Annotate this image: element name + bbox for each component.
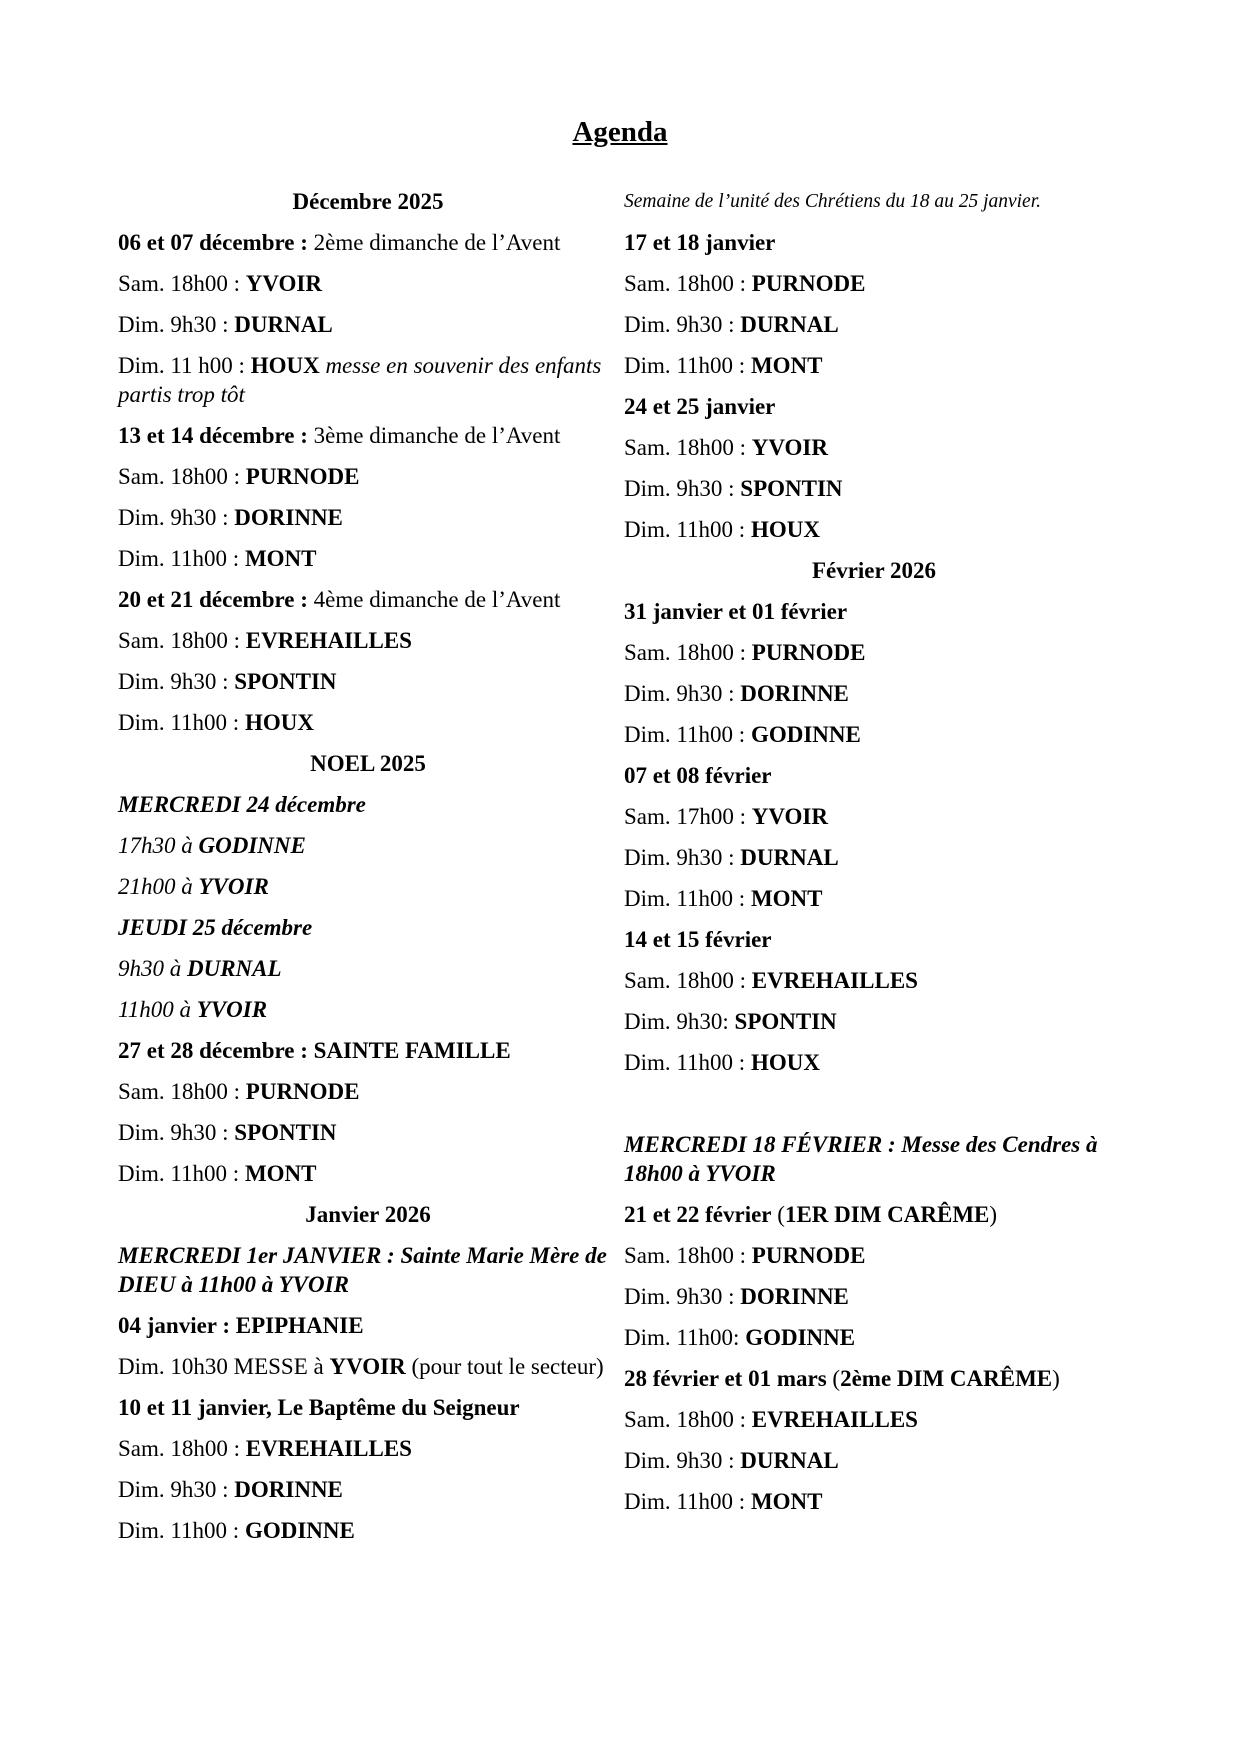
agenda-line (624, 843, 1124, 872)
line-text: 9h30 à (118, 956, 187, 981)
line-text: Dim. 9h30 : (118, 669, 235, 694)
line-text: 17h30 à (118, 833, 199, 858)
agenda-line (624, 1446, 1124, 1475)
agenda-line (118, 462, 618, 491)
agenda-line (624, 720, 1124, 749)
spacer (624, 1089, 1124, 1118)
line-text: DURNAL (187, 956, 282, 981)
agenda-line (624, 1282, 1124, 1311)
line-text: 07 et 08 février (624, 763, 772, 788)
line-text: Sam. 18h00 : (624, 1407, 752, 1432)
agenda-line (624, 1130, 1124, 1188)
line-text: Dim. 9h30 : (624, 1448, 741, 1473)
agenda-line (624, 351, 1124, 380)
line-text: Dim. 11h00 : (624, 353, 751, 378)
line-text: MERCREDI 18 FÉVRIER : Messe des Cendres à 18h00 à YVOIR (624, 1132, 1098, 1186)
line-text: Sam. 17h00 : (624, 804, 752, 829)
line-text: GODINNE (244, 1518, 355, 1543)
agenda-line (118, 790, 618, 819)
agenda-line (624, 679, 1124, 708)
line-text: MONT (244, 546, 317, 571)
line-text: PURNODE (751, 271, 866, 296)
agenda-line (118, 626, 618, 655)
agenda-line (118, 954, 618, 983)
agenda-line (118, 667, 618, 696)
agenda-line (624, 925, 1124, 954)
line-text: 11h00 à (118, 997, 197, 1022)
line-text: DURNAL (234, 312, 333, 337)
agenda-line (118, 995, 618, 1024)
agenda-line (624, 1007, 1124, 1036)
line-text: Sam. 18h00 : (624, 968, 752, 993)
line-text: PURNODE (245, 1079, 360, 1104)
line-text: MONT (244, 1161, 317, 1186)
agenda-line (624, 310, 1124, 339)
page-title: Agenda (572, 116, 668, 148)
line-text: DORINNE (740, 681, 849, 706)
line-text: 04 janvier : EPIPHANIE (118, 1313, 364, 1338)
agenda-line (624, 1323, 1124, 1352)
line-text: ) (1052, 1366, 1060, 1391)
line-text: Dim. 9h30 : (624, 1284, 741, 1309)
agenda-line (118, 913, 618, 942)
agenda-line (624, 515, 1124, 544)
agenda-line (624, 1200, 1124, 1229)
agenda-line (624, 1364, 1124, 1393)
line-text: 20 et 21 décembre : (118, 587, 314, 612)
line-text: 06 et 07 décembre : (118, 230, 314, 255)
agenda-line (118, 1118, 618, 1147)
line-text: Dim. 10h30 MESSE à (118, 1354, 330, 1379)
agenda-line (624, 1048, 1124, 1077)
line-text: YVOIR (196, 997, 268, 1022)
line-text: PURNODE (245, 464, 360, 489)
line-text: 14 et 15 février (624, 927, 772, 952)
line-text: MERCREDI 1er JANVIER : Sainte Marie Mère de DIEU à 11h00 à YVOIR (118, 1243, 607, 1297)
line-text: 1ER DIM CARÊME (784, 1202, 990, 1227)
line-text: DURNAL (740, 312, 839, 337)
line-text: Dim. 11h00 : (624, 722, 751, 747)
line-text: GODINNE (750, 722, 861, 747)
line-text: 31 janvier et 01 février (624, 599, 848, 624)
line-text: Sam. 18h00 : (624, 271, 752, 296)
line-text: ( (771, 1202, 785, 1227)
agenda-line (118, 1241, 618, 1299)
agenda-line (118, 421, 618, 450)
agenda-line (118, 310, 618, 339)
agenda-line (118, 1159, 618, 1188)
line-text: Dim. 11h00 : (118, 710, 245, 735)
right-column (624, 187, 1124, 1528)
line-text: 13 et 14 décembre : (118, 423, 314, 448)
agenda-line (118, 1516, 618, 1545)
line-text: DURNAL (740, 1448, 839, 1473)
line-text: DURNAL (740, 845, 839, 870)
agenda-line (118, 228, 618, 257)
line-text: Dim. 11h00 : (118, 1161, 245, 1186)
line-text: DORINNE (234, 505, 343, 530)
agenda-line (624, 228, 1124, 257)
line-text: YVOIR (245, 271, 322, 296)
line-text: GODINNE (745, 1325, 856, 1350)
line-text: Sam. 18h00 : (624, 435, 752, 460)
line-text: Dim. 9h30 : (624, 476, 741, 501)
agenda-line (118, 872, 618, 901)
month-heading (118, 187, 618, 216)
line-text: Dim. 11h00 : (624, 886, 751, 911)
agenda-line (624, 802, 1124, 831)
month-heading (118, 749, 618, 778)
line-text: Dim. 11h00 : (624, 1050, 751, 1075)
agenda-line (118, 544, 618, 573)
line-text: EVREHAILLES (245, 1436, 412, 1461)
month-heading (118, 1200, 618, 1229)
line-text: Dim. 11h00 : (118, 1518, 245, 1543)
line-text: YVOIR (198, 874, 269, 899)
line-text: EVREHAILLES (245, 628, 412, 653)
line-text: EVREHAILLES (751, 1407, 918, 1432)
line-text: Dim. 9h30 : (118, 505, 235, 530)
line-text: SPONTIN (234, 1120, 337, 1145)
agenda-line (118, 1393, 618, 1422)
line-text: Février 2026 (811, 558, 937, 583)
line-text: 28 février et 01 mars (624, 1366, 827, 1391)
line-text: YVOIR (751, 804, 828, 829)
agenda-line (118, 585, 618, 614)
agenda-line (118, 831, 618, 860)
line-text: Sam. 18h00 : (118, 1436, 246, 1461)
line-text: MONT (750, 353, 823, 378)
agenda-line (118, 1434, 618, 1463)
line-text: HOUX (750, 517, 820, 542)
left-column (118, 187, 618, 1557)
line-text: PURNODE (751, 640, 866, 665)
agenda-line (624, 433, 1124, 462)
line-text: 21h00 à (118, 874, 199, 899)
line-text: SPONTIN (234, 669, 337, 694)
line-text: ) (989, 1202, 998, 1227)
agenda-line (118, 351, 618, 409)
line-text: Dim. 11h00 : (624, 1489, 751, 1514)
line-text: SPONTIN (740, 476, 843, 501)
agenda-line (118, 1352, 618, 1381)
line-text: Dim. 11 h00 : (118, 353, 251, 378)
line-text: Dim. 9h30 : (118, 1477, 235, 1502)
agenda-line (624, 1487, 1124, 1516)
agenda-line (118, 708, 618, 737)
line-text: Sam. 18h00 : (118, 271, 246, 296)
line-text: Dim. 11h00 : (118, 546, 245, 571)
agenda-line (624, 966, 1124, 995)
agenda-line (118, 269, 618, 298)
agenda-line (118, 1036, 618, 1065)
agenda-line (624, 269, 1124, 298)
line-text: Dim. 9h30 : (118, 312, 235, 337)
agenda-line (624, 1405, 1124, 1434)
line-text: Sam. 18h00 : (118, 628, 246, 653)
line-text: Janvier 2026 (305, 1202, 431, 1227)
agenda-line (624, 187, 1124, 216)
line-text: YVOIR (329, 1354, 406, 1379)
line-text: HOUX (750, 1050, 820, 1075)
line-text: EVREHAILLES (751, 968, 918, 993)
line-text: Dim. 9h30 : (624, 845, 741, 870)
line-text: Dim. 9h30 : (624, 681, 741, 706)
line-text: 4ème dimanche de l’Avent (313, 587, 561, 612)
line-text: Sam. 18h00 : (118, 464, 246, 489)
line-text: DORINNE (234, 1477, 343, 1502)
line-text: HOUX (250, 353, 320, 378)
agenda-line (624, 884, 1124, 913)
line-text: JEUDI 25 décembre (118, 915, 313, 940)
line-text: 27 et 28 décembre : SAINTE FAMILLE (118, 1038, 511, 1063)
line-text: 10 et 11 janvier, Le Baptême du Seigneur (118, 1395, 520, 1420)
line-text: 3ème dimanche de l’Avent (313, 423, 561, 448)
line-text: Dim. 11h00 : (624, 517, 751, 542)
agenda-line (118, 1475, 618, 1504)
agenda-line (118, 503, 618, 532)
agenda-line (118, 1077, 618, 1106)
line-text: SPONTIN (734, 1009, 837, 1034)
agenda-line (624, 392, 1124, 421)
line-text: (pour tout le secteur) (405, 1354, 604, 1379)
line-text: Dim. 11h00: (624, 1325, 746, 1350)
line-text: HOUX (244, 710, 314, 735)
line-text: ( (826, 1366, 841, 1391)
agenda-line (624, 638, 1124, 667)
line-text: Sam. 18h00 : (624, 1243, 752, 1268)
line-text: Décembre 2025 (292, 189, 444, 214)
line-text: messe en souvenir des enfants partis trop tôt (118, 353, 602, 407)
line-text: MONT (750, 1489, 823, 1514)
line-text: Dim. 9h30 : (118, 1120, 235, 1145)
agenda-line (624, 597, 1124, 626)
line-text: YVOIR (751, 435, 828, 460)
line-text: 2ème dimanche de l’Avent (313, 230, 561, 255)
line-text: 21 et 22 février (624, 1202, 772, 1227)
agenda-line (118, 1311, 618, 1340)
line-text: Dim. 9h30: (624, 1009, 735, 1034)
line-text: MERCREDI 24 décembre (118, 792, 366, 817)
line-text: GODINNE (198, 833, 306, 858)
agenda-line (624, 1241, 1124, 1270)
line-text: 2ème DIM CARÊME (840, 1366, 1053, 1391)
line-text: 17 et 18 janvier (624, 230, 776, 255)
line-text: NOEL 2025 (310, 751, 426, 776)
line-text: Sam. 18h00 : (624, 640, 752, 665)
line-text: Semaine de l’unité des Chrétiens du 18 au 25 janvier. (624, 191, 1042, 212)
line-text: Dim. 9h30 : (624, 312, 741, 337)
line-text: PURNODE (751, 1243, 866, 1268)
line-text: Sam. 18h00 : (118, 1079, 246, 1104)
agenda-line (624, 474, 1124, 503)
line-text: 24 et 25 janvier (624, 394, 776, 419)
line-text: MONT (750, 886, 823, 911)
line-text: DORINNE (740, 1284, 849, 1309)
agenda-line (624, 761, 1124, 790)
month-heading (624, 556, 1124, 585)
